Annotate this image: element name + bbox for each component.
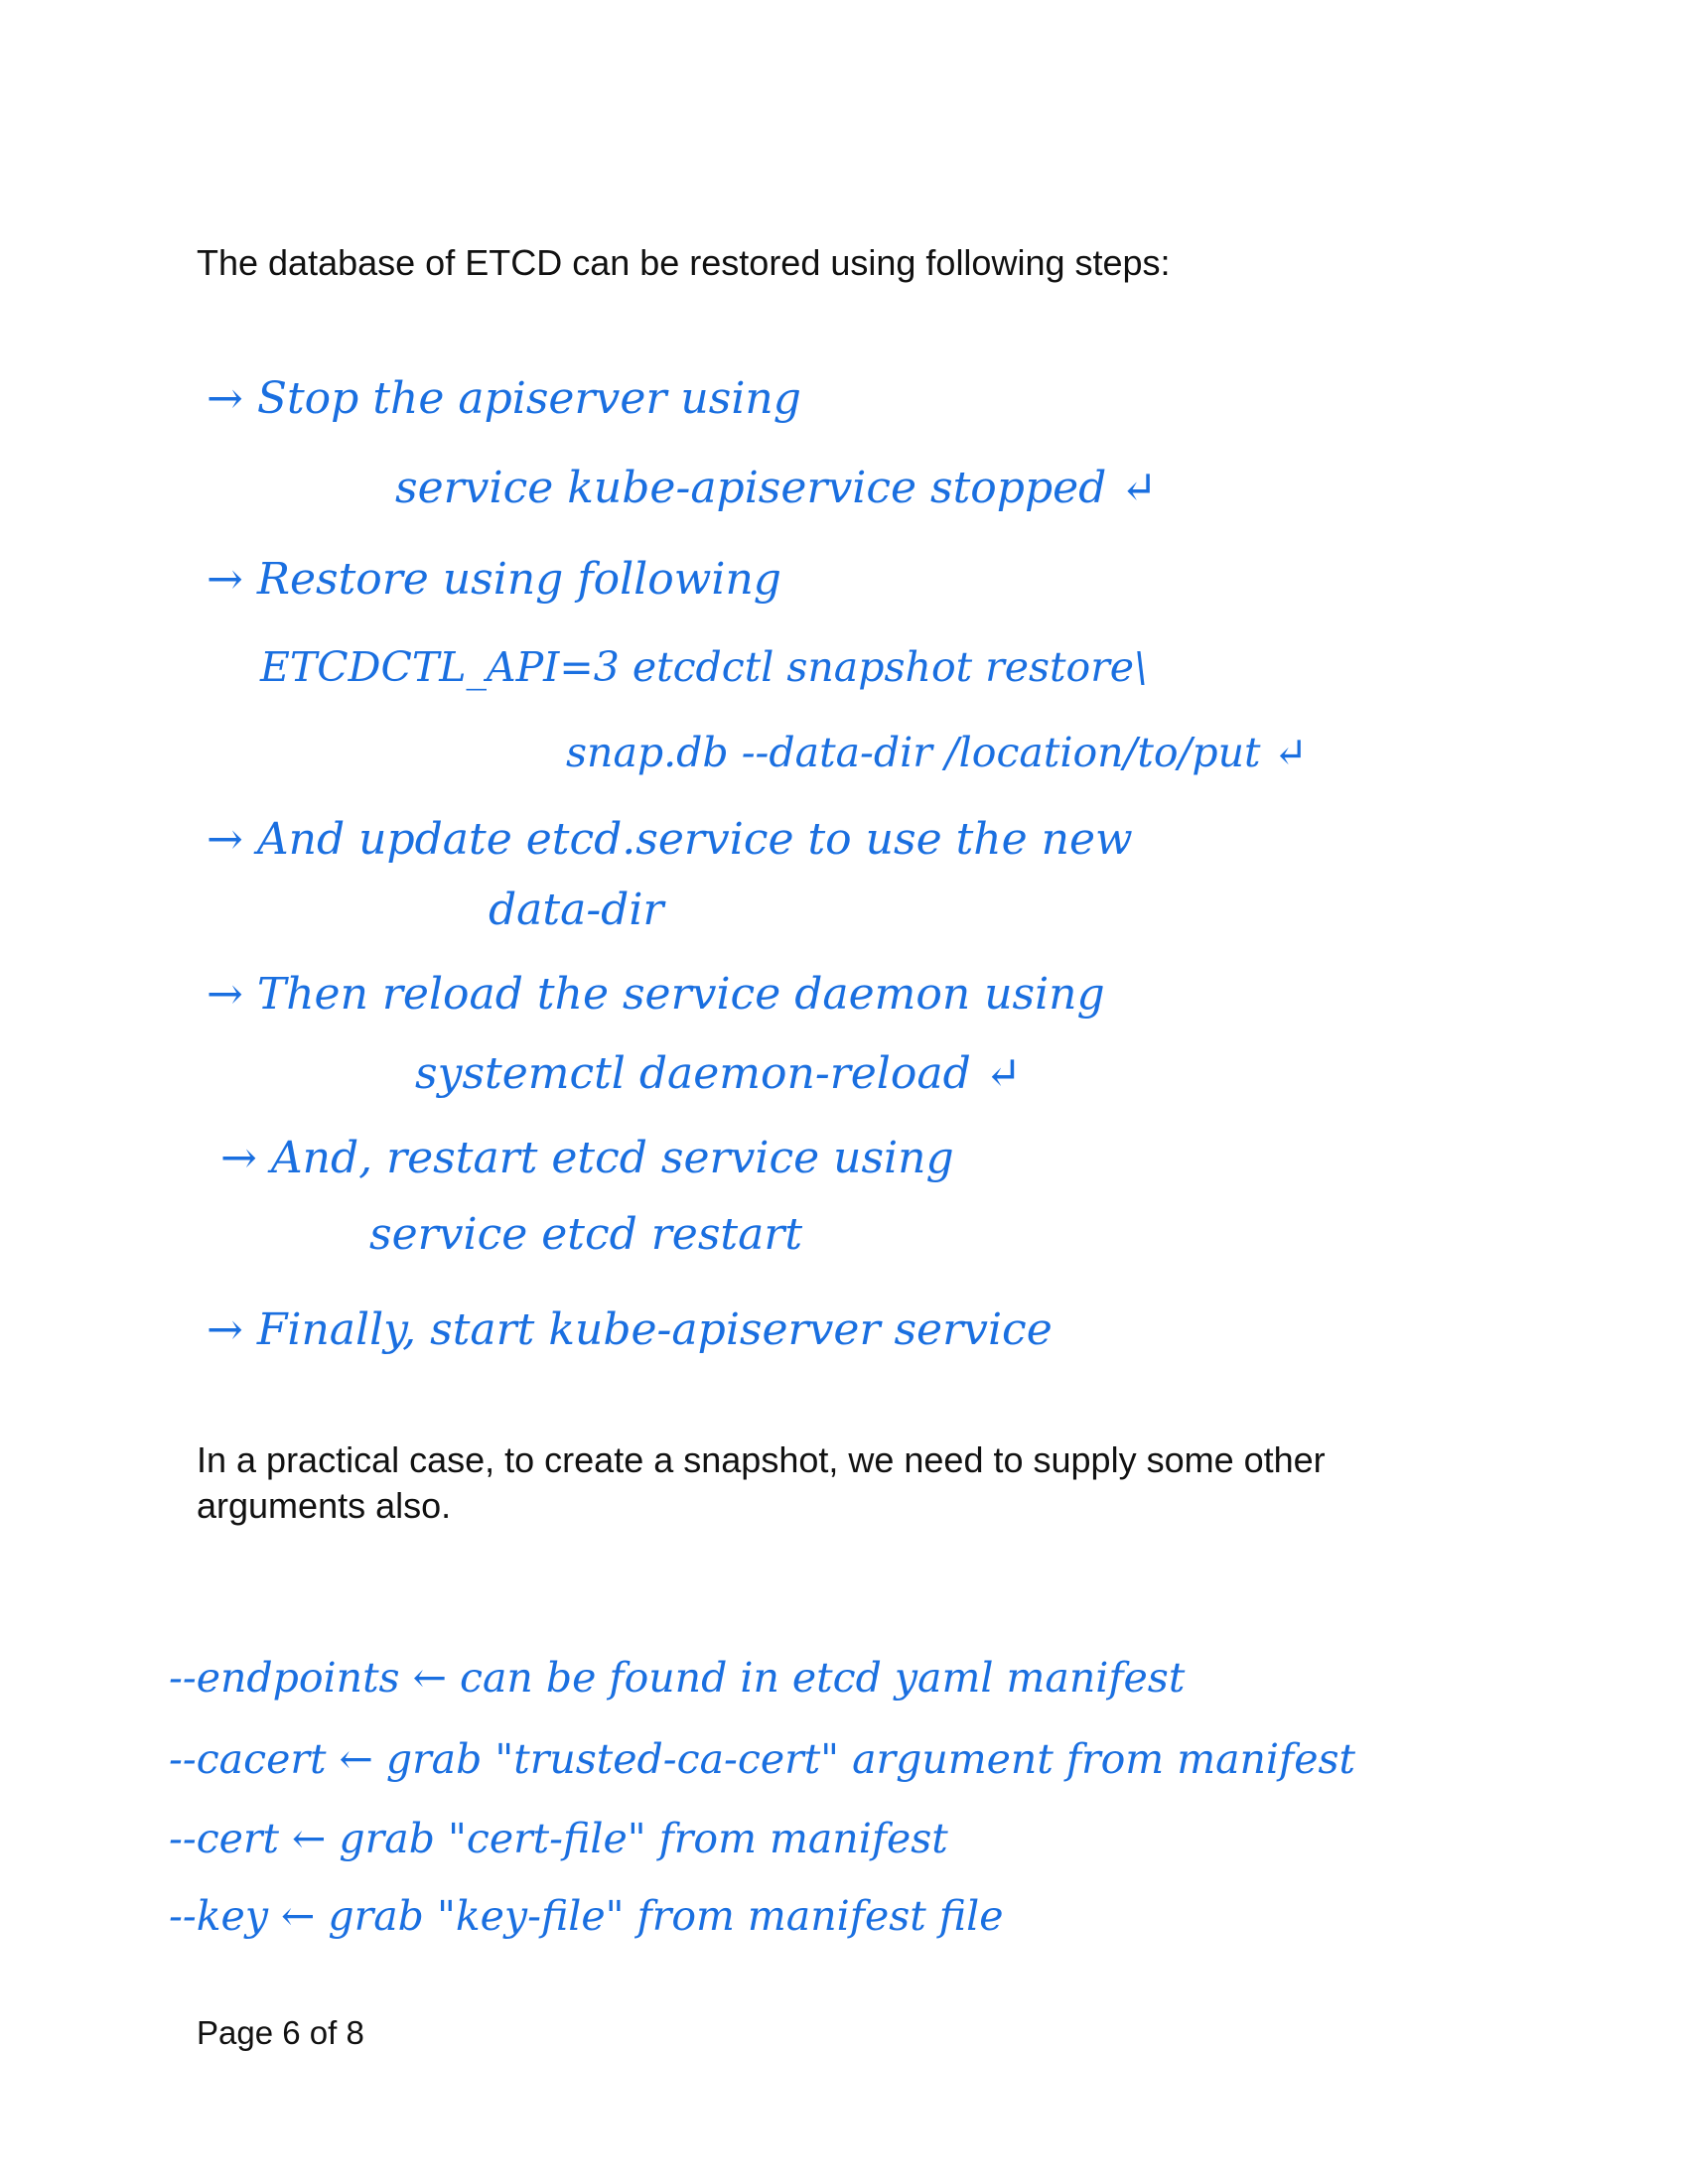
handwritten-step-line: snap.db --data-dir /location/to/put ↵ xyxy=(566,729,1308,776)
handwritten-step-line: data-dir xyxy=(489,885,664,935)
handwritten-arg-line: --key ← grab "key-file" from manifest file xyxy=(169,1892,1004,1940)
page-number: Page 6 of 8 xyxy=(197,2014,364,2051)
handwritten-arg-line: --endpoints ← can be found in etcd yaml manifest xyxy=(169,1654,1186,1702)
handwritten-step-line: → Finally, start kube-apiserver service xyxy=(207,1304,1053,1355)
handwritten-step-line: service etcd restart xyxy=(369,1209,803,1260)
handwritten-step-line: → And, restart etcd service using xyxy=(220,1133,954,1183)
page-heading: The database of ETCD can be restored using following steps: xyxy=(197,242,1171,283)
handwritten-step-line: → Restore using following xyxy=(207,554,781,605)
handwritten-step-line: systemctl daemon-reload ↵ xyxy=(415,1048,1022,1099)
body-paragraph: In a practical case, to create a snapshot, we need to supply some other arguments also. xyxy=(197,1439,1326,1526)
handwritten-step-line: → And update etcd.service to use the new xyxy=(207,814,1133,865)
handwritten-step-line: → Then reload the service daemon using xyxy=(207,969,1105,1020)
handwritten-step-line: service kube-apiservice stopped ↵ xyxy=(395,463,1158,513)
handwritten-step-line: → Stop the apiserver using xyxy=(207,373,801,424)
handwritten-step-line: ETCDCTL_API=3 etcdctl snapshot restore\ xyxy=(260,643,1148,691)
handwritten-arg-line: --cert ← grab "cert-file" from manifest xyxy=(169,1815,948,1862)
handwritten-arg-line: --cacert ← grab "trusted-ca-cert" argument from manifest xyxy=(169,1735,1355,1783)
